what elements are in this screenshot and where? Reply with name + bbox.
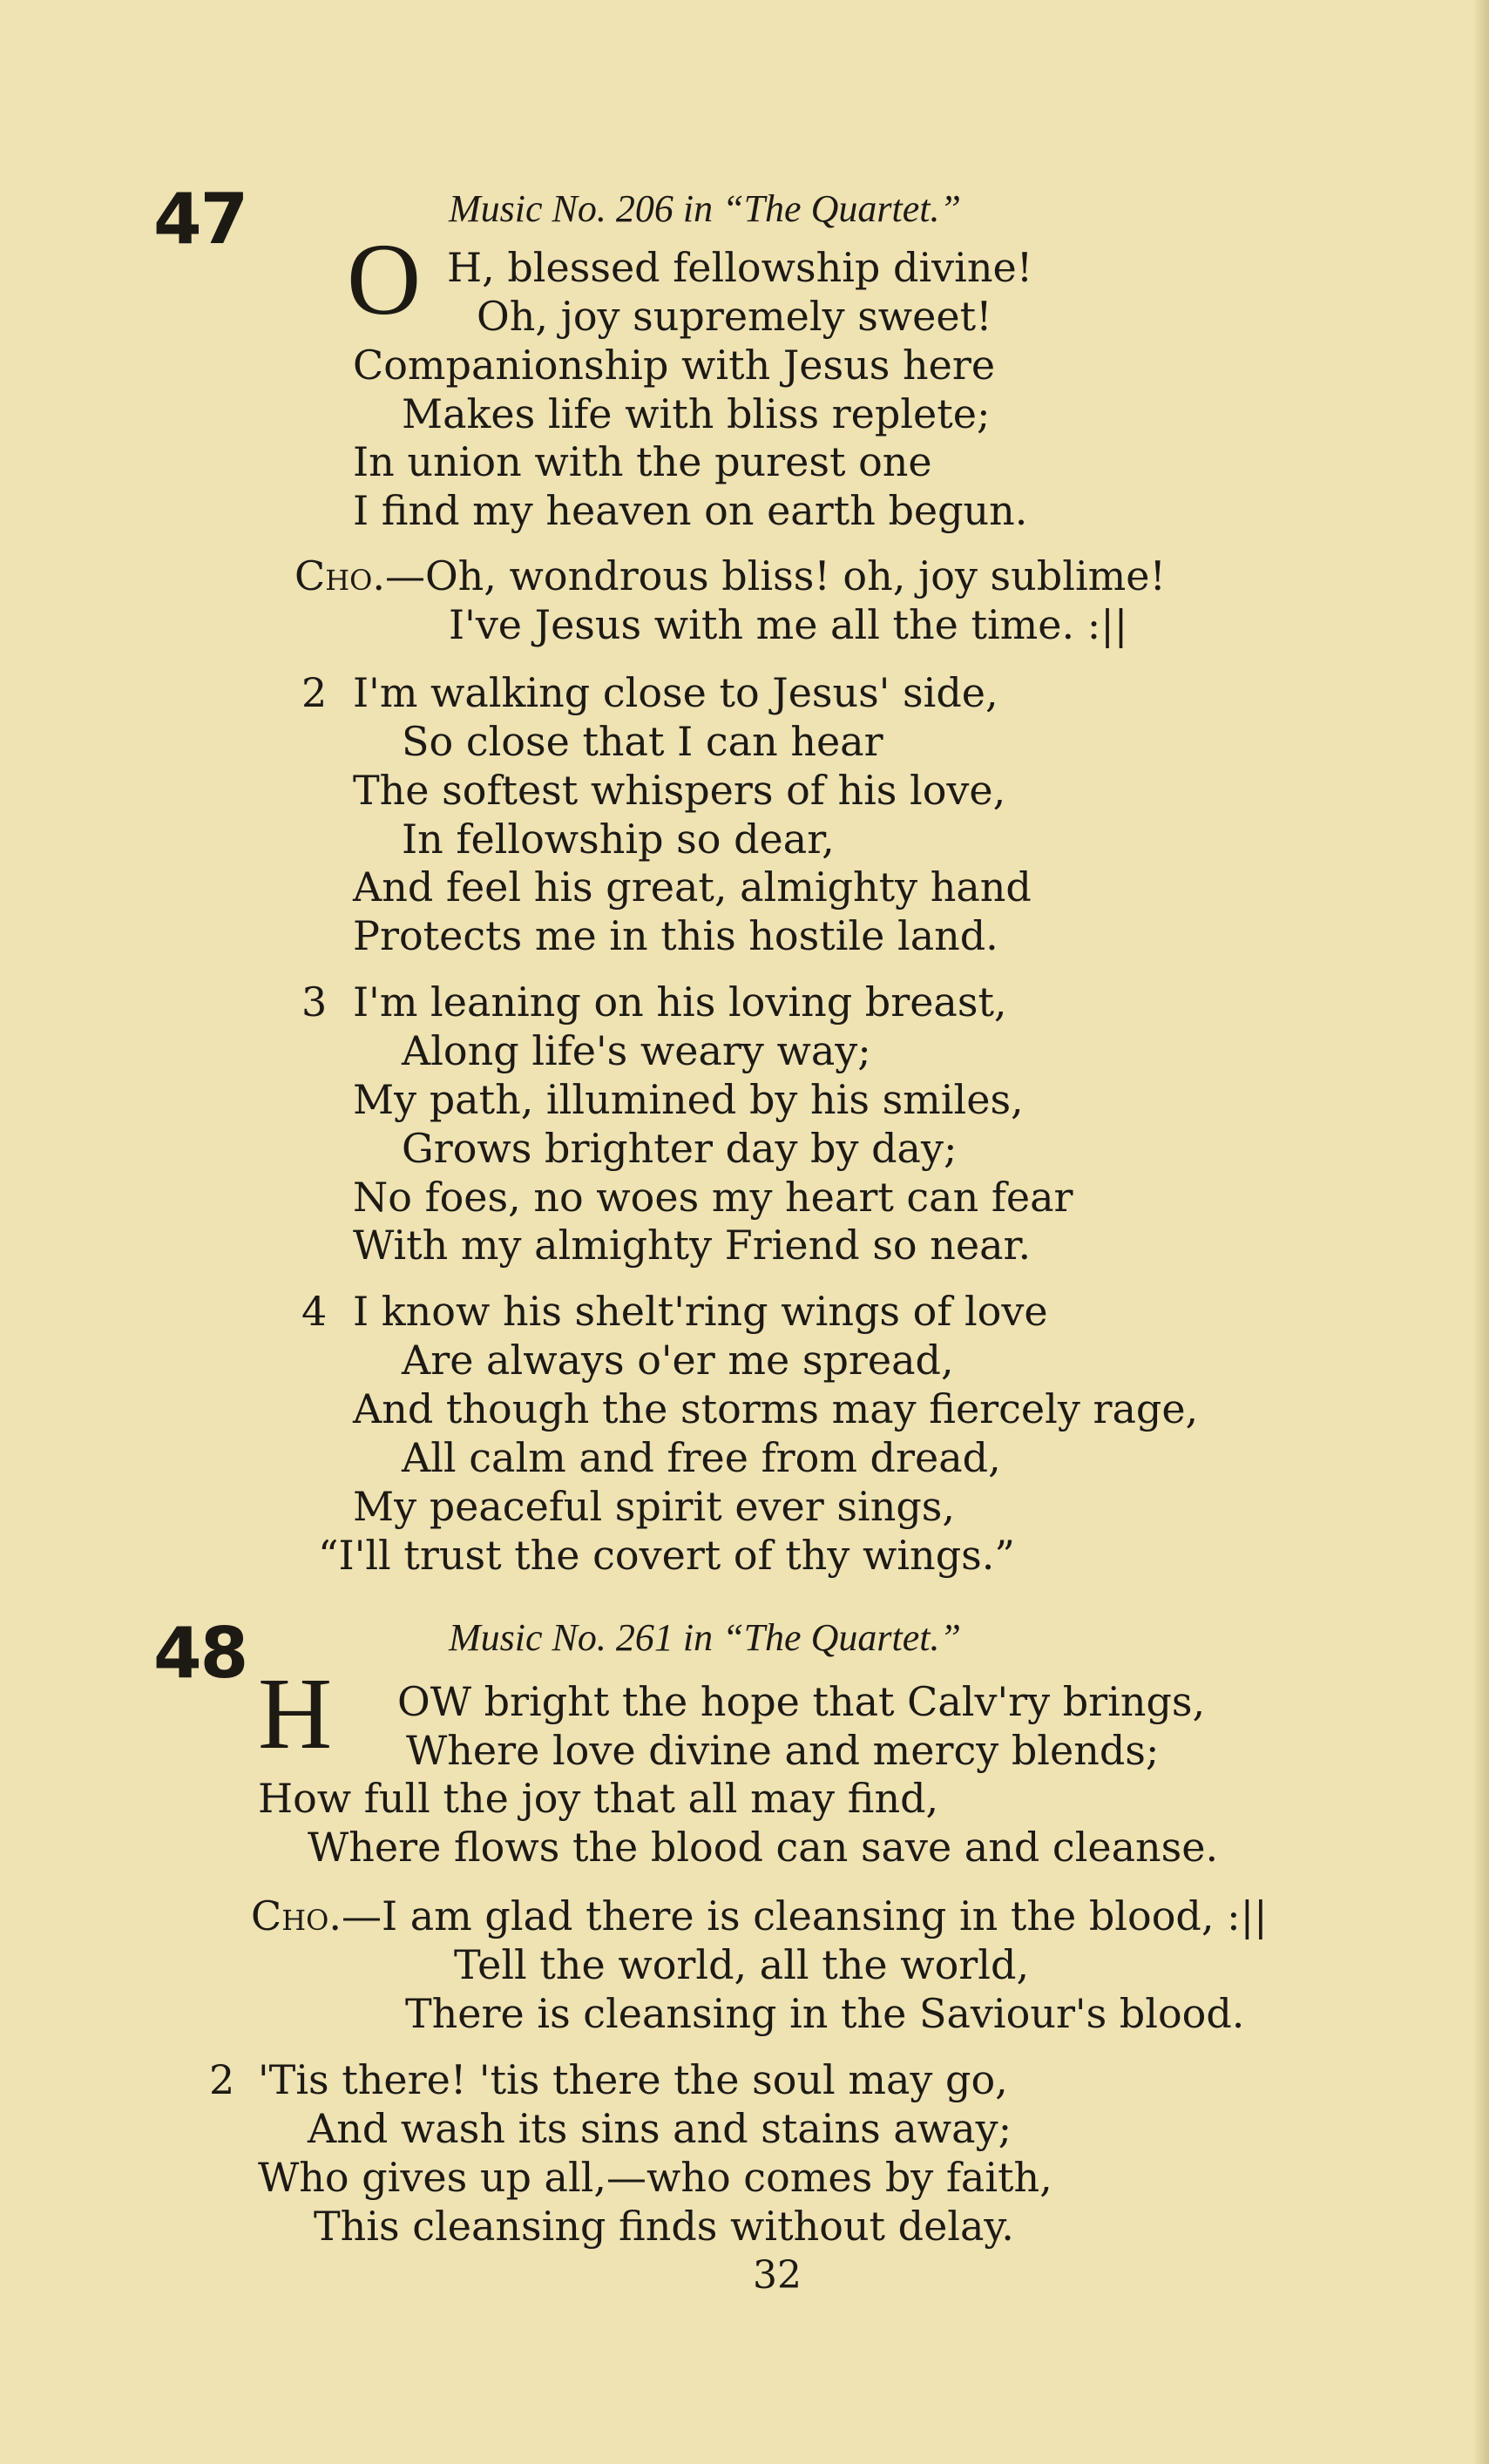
drop-cap: H: [258, 1656, 333, 1770]
verse-line: In union with the purest one: [353, 438, 932, 485]
verse-line: How full the joy that all may find,: [258, 1775, 939, 1822]
hymn-number: 47: [153, 179, 247, 260]
verse-line: And wash its sins and stains away;: [308, 2105, 1012, 2152]
verse-line: I find my heaven on earth begun.: [353, 487, 1028, 534]
page-edge-shadow: [1473, 0, 1489, 2464]
verse-line: And though the storms may fiercely rage,: [353, 1385, 1199, 1432]
page-number: 32: [753, 2253, 802, 2298]
chorus-text: —I am glad there is cleansing in the blood, :||: [341, 1892, 1268, 1939]
verse-line: So close that I can hear: [402, 718, 883, 765]
chorus-line: Tell the world, all the world,: [454, 1941, 1030, 1988]
chorus-text: —Oh, wondrous bliss! oh, joy sublime!: [384, 552, 1166, 599]
verse-line: Where love divine and mercy blends;: [406, 1727, 1160, 1774]
hymn-number: 48: [153, 1613, 247, 1694]
verse-number: 2: [209, 2056, 235, 2103]
verse-line: The softest whispers of his love,: [353, 767, 1006, 814]
verse-number: 3: [301, 978, 328, 1026]
verse-line: Companionship with Jesus here: [353, 342, 996, 389]
verse-line: This cleansing finds without delay.: [314, 2203, 1014, 2250]
chorus-label: Cho.: [294, 552, 385, 599]
music-source: Music No. 206 in “The Quartet.”: [449, 187, 961, 230]
chorus-line: There is cleansing in the Saviour's blood.: [405, 1990, 1245, 2037]
verse-line: 'Tis there! 'tis there the soul may go,: [258, 2056, 1008, 2103]
verse-line: Are always o'er me spread,: [402, 1337, 954, 1384]
verse-line: I'm walking close to Jesus' side,: [353, 669, 998, 716]
verse-line: “I'll trust the covert of thy wings.”: [318, 1532, 1015, 1579]
drop-cap: O: [347, 222, 422, 336]
verse-number: 2: [301, 669, 328, 716]
verse-line: Oh, joy supremely sweet!: [477, 293, 992, 340]
chorus-line: I've Jesus with me all the time. :||: [449, 601, 1128, 648]
verse-line: Protects me in this hostile land.: [353, 912, 998, 959]
verse-line: Where flows the blood can save and cleanse.: [308, 1824, 1219, 1871]
verse-line: Who gives up all,—who comes by faith,: [258, 2154, 1052, 2201]
verse-line: And feel his great, almighty hand: [353, 863, 1032, 910]
verse-line: No foes, no woes my heart can fear: [353, 1174, 1073, 1221]
verse-number: 4: [301, 1288, 328, 1335]
music-source: Music No. 261 in “The Quartet.”: [449, 1616, 961, 1659]
verse-line: I know his shelt'ring wings of love: [353, 1288, 1048, 1335]
verse-line: Along life's weary way;: [402, 1027, 871, 1074]
chorus-line: [251, 1892, 1268, 1939]
verse-line: Makes life with bliss replete;: [402, 390, 991, 437]
verse-line: All calm and free from dread,: [402, 1434, 1001, 1481]
verse-line: My peaceful spirit ever sings,: [353, 1483, 956, 1530]
verse-line: With my almighty Friend so near.: [353, 1222, 1032, 1269]
verse-line: In fellowship so dear,: [402, 816, 835, 863]
verse-line: H, blessed fellowship divine!: [447, 244, 1033, 291]
verse-line: OW bright the hope that Calv'ry brings,: [397, 1678, 1206, 1725]
verse-line: I'm leaning on his loving breast,: [353, 978, 1007, 1026]
chorus-label: Cho.: [251, 1892, 342, 1939]
chorus-line: [294, 552, 1166, 599]
verse-line: My path, illumined by his smiles,: [353, 1076, 1024, 1123]
verse-line: Grows brighter day by day;: [402, 1125, 958, 1172]
